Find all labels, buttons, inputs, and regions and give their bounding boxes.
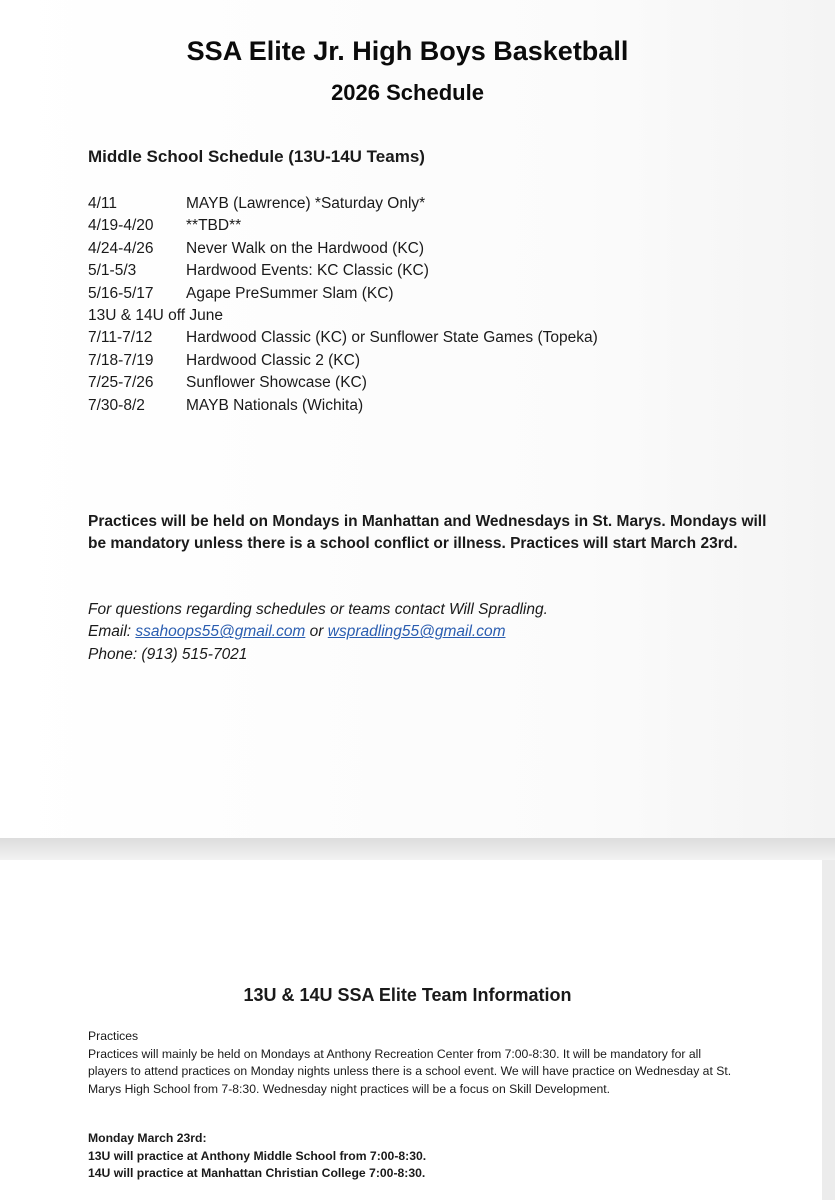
email-label: Email: — [88, 623, 132, 641]
email-or-text: or — [309, 623, 324, 641]
schedule-row — [88, 350, 598, 372]
practices-heading: Practices — [88, 1029, 139, 1043]
schedule-row — [88, 327, 598, 349]
schedule-date: 4/24-4/26 — [88, 239, 154, 257]
schedule-date: 7/18-7/19 — [88, 351, 154, 369]
schedule-section-heading: Middle School Schedule (13U-14U Teams) — [88, 147, 425, 166]
schedule-event: Hardwood Events: KC Classic (KC) — [186, 262, 429, 280]
email-link-ssahoops[interactable]: ssahoops55@gmail.com — [135, 623, 306, 641]
schedule-event: MAYB Nationals (Wichita) — [186, 396, 364, 414]
schedule-row — [88, 283, 598, 305]
schedule-list — [88, 193, 598, 417]
document-page-2 — [0, 860, 822, 1200]
contact-email-line — [88, 621, 548, 643]
schedule-event: Hardwood Classic (KC) or Sunflower State Games (Topeka) — [186, 329, 598, 347]
contact-questions: For questions regarding schedules or teams contact Will Spradling. — [88, 601, 548, 618]
schedule-event: Sunflower Showcase (KC) — [186, 374, 367, 392]
schedule-event: **TBD** — [186, 217, 242, 235]
schedule-date: 7/30-8/2 — [88, 396, 145, 414]
schedule-row — [88, 215, 598, 237]
practices-body: Practices will mainly be held on Mondays at Anthony Recreation Center from 7:00-8:30. It will be mandatory for all players to attend practices on Monday nights unless there is a school event. We will have practice on Wednesday at St. Marys High School from 7-8:30. Wednesday night practices will be a focus on Skill Development. — [88, 1046, 732, 1096]
schedule-event: Hardwood Classic 2 (KC) — [186, 351, 360, 369]
schedule-date: 4/19-4/20 — [88, 217, 154, 235]
schedule-date: 5/1-5/3 — [88, 262, 137, 280]
schedule-row — [88, 395, 598, 417]
document-title: SSA Elite Jr. High Boys Basketball — [186, 36, 629, 66]
monday-heading: Monday March 23rd: — [88, 1131, 207, 1145]
practice-notice: Practices will be held on Mondays in Manhattan and Wednesdays in St. Marys. Mondays will be mandatory unless there is a school conflict or illness. Practices will start March 23rd. — [88, 513, 767, 553]
monday-practice-section — [88, 1130, 426, 1183]
contact-block — [88, 599, 548, 666]
schedule-row — [88, 238, 598, 260]
schedule-note-row — [88, 305, 598, 327]
schedule-date: 7/11-7/12 — [88, 329, 153, 347]
email-link-wspradling[interactable]: wspradling55@gmail.com — [327, 623, 506, 641]
monday-line-14u: 14U will practice at Manhattan Christian College 7:00-8:30. — [88, 1166, 426, 1180]
practices-section — [88, 1028, 738, 1098]
team-info-title: 13U & 14U SSA Elite Team Information — [243, 985, 572, 1005]
contact-phone: Phone: (913) 515-7021 — [88, 645, 248, 663]
schedule-row — [88, 193, 598, 215]
schedule-note: 13U & 14U off June — [88, 306, 223, 324]
page-separator — [0, 838, 835, 860]
document-subtitle: 2026 Schedule — [331, 80, 484, 105]
schedule-event: Never Walk on the Hardwood (KC) — [186, 239, 425, 257]
schedule-row — [88, 260, 598, 282]
schedule-event: Agape PreSummer Slam (KC) — [186, 284, 394, 302]
schedule-date: 4/11 — [88, 195, 118, 212]
monday-line-13u: 13U will practice at Anthony Middle School from 7:00-8:30. — [88, 1148, 427, 1163]
schedule-date: 5/16-5/17 — [88, 284, 154, 302]
schedule-date: 7/25-7/26 — [88, 374, 154, 392]
schedule-row — [88, 372, 598, 394]
schedule-event: MAYB (Lawrence) *Saturday Only* — [186, 195, 426, 212]
